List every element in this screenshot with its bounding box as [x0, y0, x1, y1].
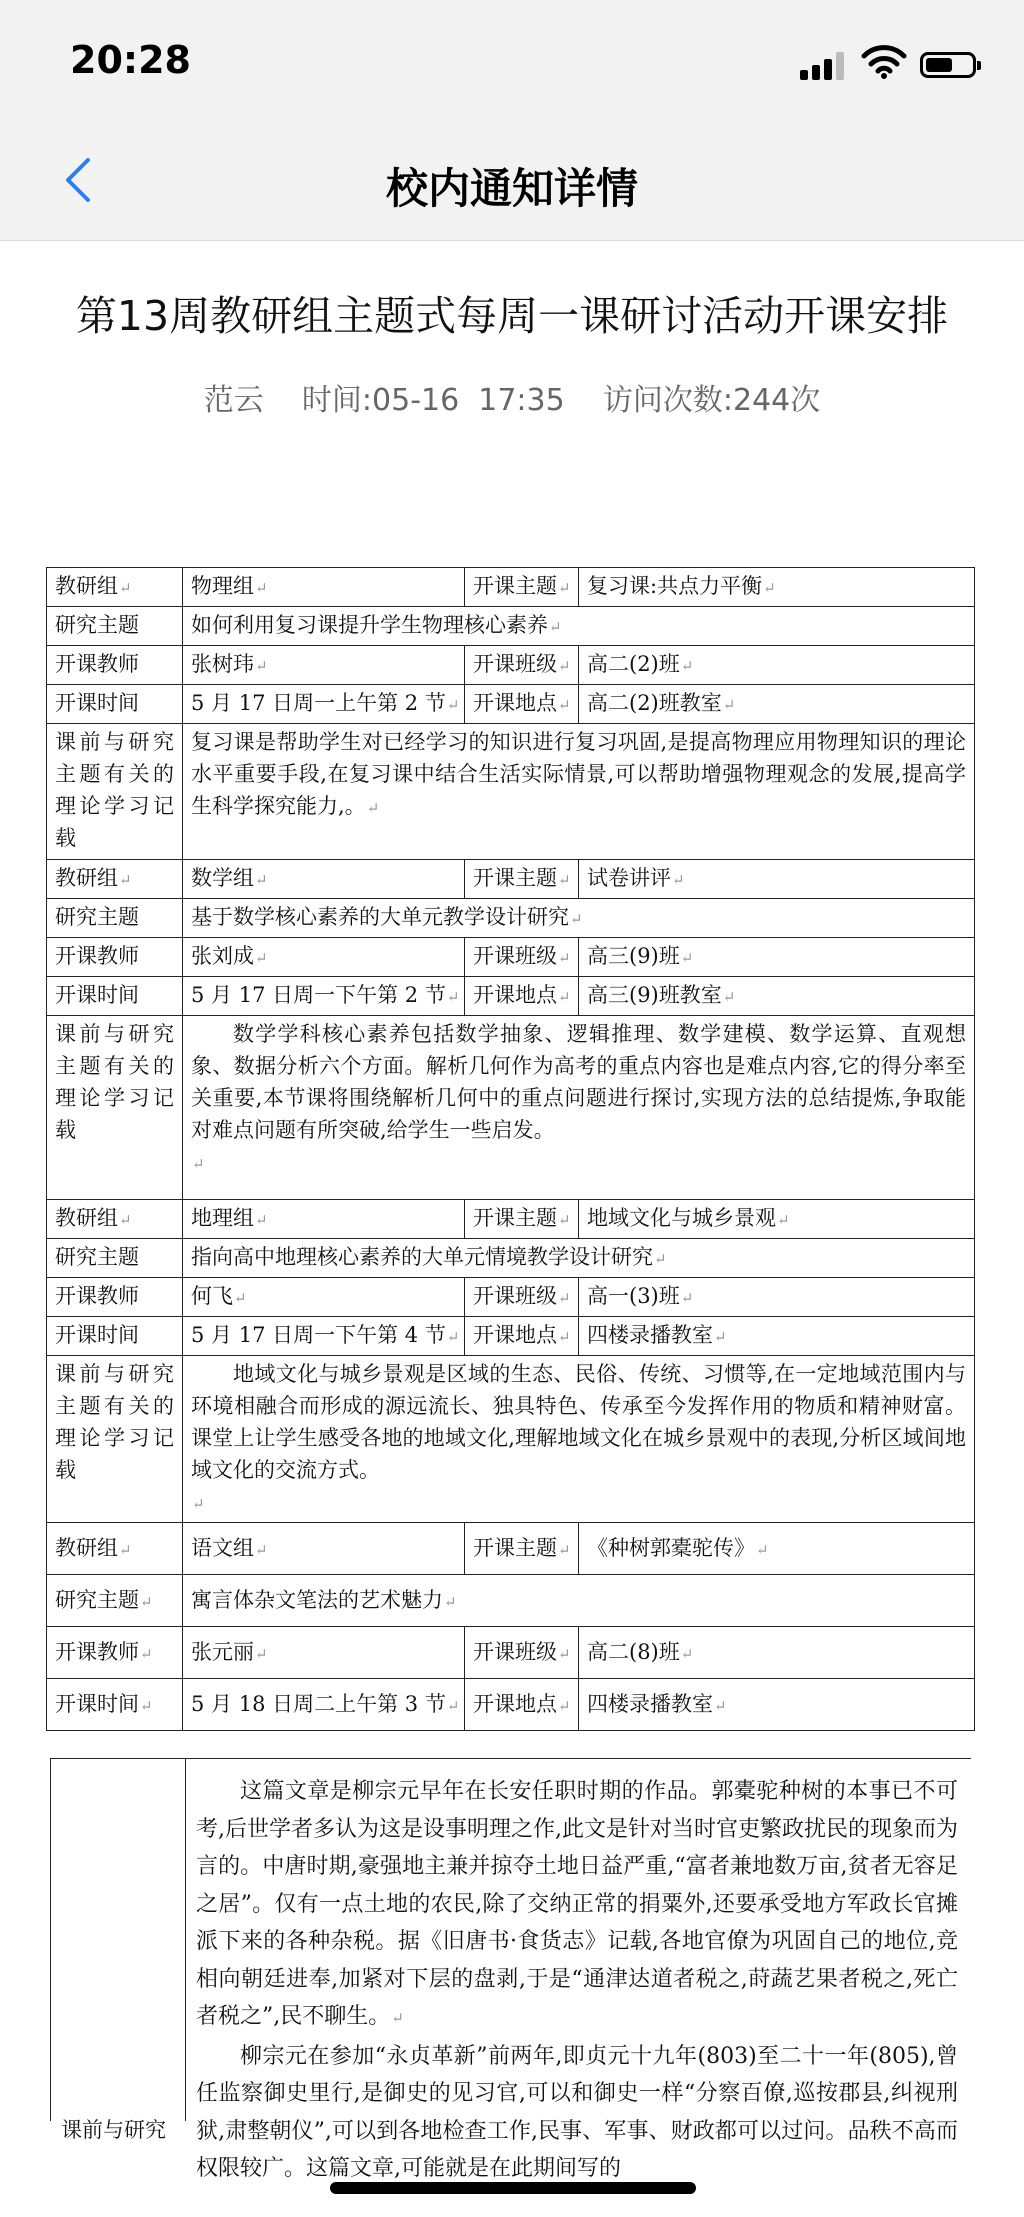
cell-group: 物理组 ↵ — [183, 568, 465, 607]
table-row — [47, 1200, 975, 1239]
label-topic: 开课主题 ↵ — [465, 568, 579, 607]
table-row — [47, 568, 975, 607]
cell-research: 寓言体杂文笔法的艺术魅力 ↵ — [183, 1575, 975, 1627]
battery-icon — [920, 52, 976, 78]
table-row — [47, 938, 975, 977]
cell-time: 5 月 17 日周一下午第 4 节 ↵ — [183, 1317, 465, 1356]
article-meta — [0, 375, 1024, 419]
wifi-icon — [862, 44, 906, 80]
label-topic: 开课主题 ↵ — [465, 1523, 579, 1575]
cell-class: 高二(8)班 ↵ — [579, 1627, 975, 1679]
label-theory: 课前与研究主题有关的理论学习记载 — [47, 724, 183, 860]
table-row — [47, 1317, 975, 1356]
label-teacher: 开课教师 ↵ — [47, 1627, 183, 1679]
cell-research: 基于数学核心素养的大单元教学设计研究 ↵ — [183, 899, 975, 938]
cell-place: 高二(2)班教室 ↵ — [579, 685, 975, 724]
table-row — [47, 685, 975, 724]
label-teacher: 开课教师 — [47, 1278, 183, 1317]
cell-theory: 复习课是帮助学生对已经学习的知识进行复习巩固,是提高物理应用物理知识的理论水平重要手段,在复习课中结合生活实际情景,可以帮助增强物理观念的发展,提高学生科学探究能力,。 ↵ — [183, 724, 975, 860]
schedule-table — [46, 567, 975, 1731]
cell-teacher: 张树玮 ↵ — [183, 646, 465, 685]
label-theory: 课前与研究主题有关的理论学习记载 — [47, 1356, 183, 1523]
continuation-table — [50, 1758, 971, 2181]
label-topic: 开课主题 ↵ — [465, 860, 579, 899]
continuation-paragraph: 这篇文章是柳宗元早年在长安任职时期的作品。郭橐驼种树的本事已不可考,后世学者多认为这是设事明理之作,此文是针对当时官吏繁政扰民的现象而为言的。中唐时期,豪强地主兼并掠夺土地日益严重,“富者兼地数万亩,贫者无容足之居”。仅有一点土地的农民,除了交纳正常的捐粟外,还要承受地方军政长官摊派下来的各种杂税。据《旧唐书·食货志》记载,各地官僚为巩固自己的地位,竞相向朝廷进奉,加紧对下层的盘剥,于是“通津达道者税之,莳蔬艺果者税之,死亡者税之”,民不聊生。 ↵ — [196, 1773, 958, 2038]
cell-group: 语文组 ↵ — [183, 1523, 465, 1575]
cell-time: 5 月 17 日周一上午第 2 节 ↵ — [183, 685, 465, 724]
continuation-paragraph: 柳宗元在参加“永贞革新”前两年,即贞元十九年(803)至二十一年(805),曾任监察御史里行,是御史的见习官,可以和御史一样“分察百僚,巡按郡县,纠视刑狱,肃整朝仪”,可以到各地检查工作,民事、军事、财政都可以过问。品秩不高而权限较广。这篇文章,可能就是在此期间写的 — [196, 2043, 958, 2181]
continuation-text — [196, 1773, 958, 2188]
label-research: 研究主题 — [47, 899, 183, 938]
cell-theory: 数学学科核心素养包括数学抽象、逻辑推理、数学建模、数学运算、直观想象、数据分析六个方面。解析几何作为高考的重点内容也是难点内容,它的得分率至关重要,本节课将围绕解析几何中的重点问题进行探讨,实现方法的总结提炼,争取能对难点问题有所突破,给学生一些启发。 ↵ — [183, 1016, 975, 1200]
cell-group: 数学组 ↵ — [183, 860, 465, 899]
label-group: 教研组 ↵ — [47, 860, 183, 899]
table-row — [47, 1278, 975, 1317]
label-place: 开课地点 ↵ — [465, 685, 579, 724]
table-row — [47, 724, 975, 860]
label-research: 研究主题 ↵ — [47, 1575, 183, 1627]
label-place: 开课地点 ↵ — [465, 977, 579, 1016]
cell-topic: 《种树郭橐驼传》 ↵ — [579, 1523, 975, 1575]
table-row — [47, 1016, 975, 1200]
label-topic: 开课主题 ↵ — [465, 1200, 579, 1239]
cell-group: 地理组 ↵ — [183, 1200, 465, 1239]
cell-research: 指向高中地理核心素养的大单元情境教学设计研究 ↵ — [183, 1239, 975, 1278]
article-title: 第13周教研组主题式每周一课研讨活动开课安排 — [75, 292, 949, 340]
table-row — [47, 899, 975, 938]
cell-topic: 复习课:共点力平衡 ↵ — [579, 568, 975, 607]
cell-class: 高一(3)班 ↵ — [579, 1278, 975, 1317]
table-row — [47, 1679, 975, 1731]
table-row — [47, 1627, 975, 1679]
table-row — [47, 977, 975, 1016]
cell-topic: 地域文化与城乡景观 ↵ — [579, 1200, 975, 1239]
label-class: 开课班级 ↵ — [465, 1278, 579, 1317]
article-author: 范云 — [203, 383, 264, 418]
label-theory: 课前与研究主题有关的理论学习记载 — [47, 1016, 183, 1200]
table-row — [47, 1239, 975, 1278]
table-row — [47, 1575, 975, 1627]
article-time-label: 时间: — [301, 383, 373, 418]
label-time: 开课时间 — [47, 685, 183, 724]
article-visits: 244次 — [732, 383, 821, 418]
table-row — [47, 646, 975, 685]
cell-teacher: 何飞 ↵ — [183, 1278, 465, 1317]
table-row — [47, 860, 975, 899]
label-teacher: 开课教师 — [47, 938, 183, 977]
label-group: 教研组 ↵ — [47, 568, 183, 607]
label-place: 开课地点 ↵ — [465, 1317, 579, 1356]
article-time: 05-16 17:35 — [372, 383, 565, 418]
continuation-label-cell — [51, 1759, 186, 2142]
cell-teacher: 张元丽 ↵ — [183, 1627, 465, 1679]
label-class: 开课班级 ↵ — [465, 1627, 579, 1679]
cell-teacher: 张刘成 ↵ — [183, 938, 465, 977]
signal-icon — [800, 52, 848, 80]
cell-topic: 试卷讲评 ↵ — [579, 860, 975, 899]
status-time: 20:28 — [70, 38, 191, 82]
cell-time: 5 月 17 日周一下午第 2 节 ↵ — [183, 977, 465, 1016]
cell-class: 高三(9)班 ↵ — [579, 938, 975, 977]
label-time: 开课时间 — [47, 977, 183, 1016]
label-place: 开课地点 ↵ — [465, 1679, 579, 1731]
cell-time: 5 月 18 日周二上午第 3 节 ↵ — [183, 1679, 465, 1731]
continuation-label: 课前与研究 — [61, 2118, 166, 2142]
nav-title: 校内通知详情 — [385, 164, 638, 213]
label-research: 研究主题 — [47, 1239, 183, 1278]
label-time: 开课时间 — [47, 1317, 183, 1356]
label-research: 研究主题 — [47, 607, 183, 646]
label-class: 开课班级 ↵ — [465, 646, 579, 685]
table-row — [47, 1356, 975, 1523]
label-class: 开课班级 ↵ — [465, 938, 579, 977]
cell-place: 高三(9)班教室 ↵ — [579, 977, 975, 1016]
table-row — [47, 1523, 975, 1575]
nav-bar — [0, 120, 1024, 241]
cell-place: 四楼录播教室 ↵ — [579, 1679, 975, 1731]
label-group: 教研组 ↵ — [47, 1200, 183, 1239]
table-row — [47, 607, 975, 646]
cell-research: 如何利用复习课提升学生物理核心素养 ↵ — [183, 607, 975, 646]
cell-class: 高二(2)班 ↵ — [579, 646, 975, 685]
label-teacher: 开课教师 — [47, 646, 183, 685]
cell-place: 四楼录播教室 ↵ — [579, 1317, 975, 1356]
label-group: 教研组 ↵ — [47, 1523, 183, 1575]
label-time: 开课时间 ↵ — [47, 1679, 183, 1731]
home-indicator[interactable] — [330, 2182, 696, 2194]
article-visits-label: 访问次数: — [602, 383, 733, 418]
cell-theory: 地域文化与城乡景观是区域的生态、民俗、传统、习惯等,在一定地域范围内与环境相融合而形成的源远流长、独具特色、传承至今发挥作用的物质和精神财富。课堂上让学生感受各地的地域文化,理解地域文化在城乡景观中的表现,分析区域间地域文化的交流方式。 ↵ — [183, 1356, 975, 1523]
status-bar — [0, 0, 1024, 120]
